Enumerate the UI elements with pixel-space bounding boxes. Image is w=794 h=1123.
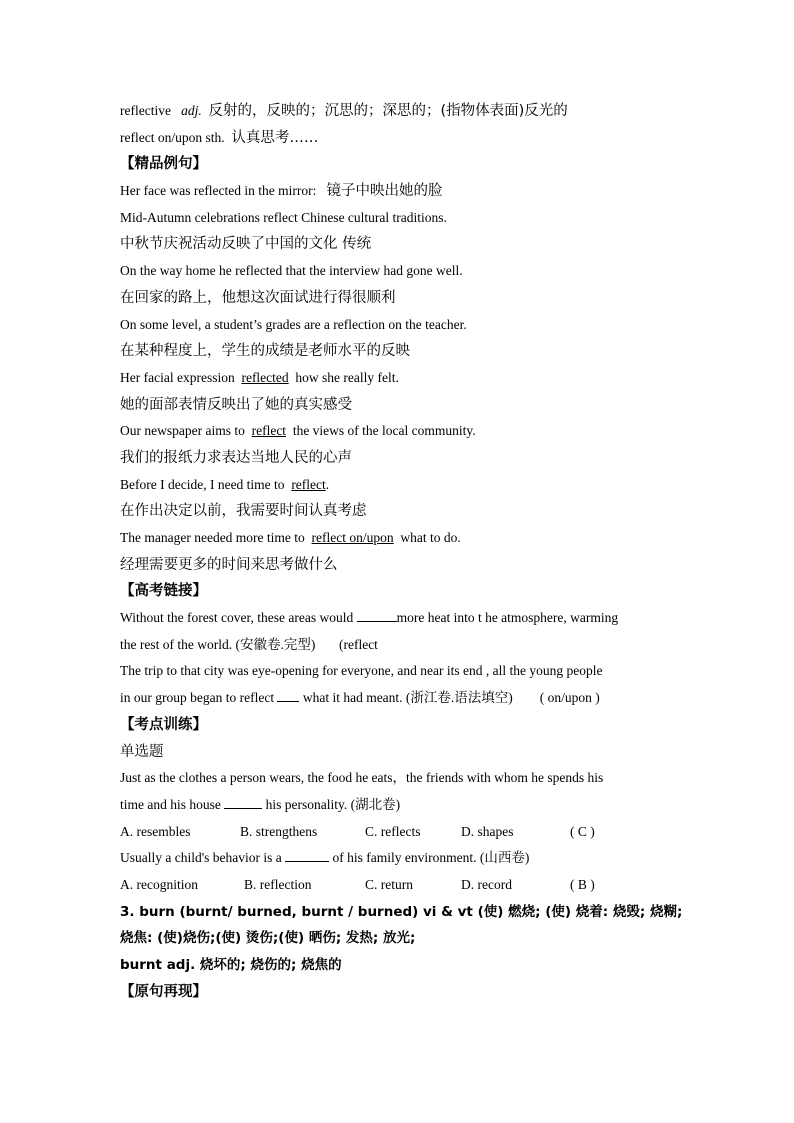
option-b[interactable]: B. reflection [244,876,312,892]
example-text: . [325,476,330,492]
example-7-en [120,472,710,499]
example-text: what to do. [400,530,461,545]
example-2-en: Mid-Autumn celebrations reflect Chinese cultural traditions. [120,209,447,225]
example-4-en: On some level, a student’s grades are a reflection on the teacher. [120,316,467,332]
gaokao-1-line-2 [120,632,710,659]
option-a[interactable]: A. recognition [120,876,198,892]
answer-key: ( B ) [570,876,595,892]
example-text: how she really felt. [295,369,399,385]
example-7-zh: 在作出决定以前，我需要时间认真考虑 [120,503,367,520]
phrase-en: reflect on/upon sth. [120,129,225,145]
answer-key: ( C ) [570,823,595,839]
answer-blank [357,607,397,622]
gaokao-1-line-1 [120,605,710,632]
question-source: the rest of the world. (安徽卷.完型) [120,636,316,652]
underlined-word: reflected [241,369,289,385]
option-c[interactable]: C. return [365,876,413,892]
example-text: the views of the local community. [292,423,476,439]
burn-entry-line-3: burnt adj. 烧坏的; 烧伤的; 烧焦的 [120,957,342,973]
question-2-line-1 [120,845,710,872]
question-text: in our group began to reflect [120,690,275,706]
underlined-word: reflect [251,423,287,439]
option-c[interactable]: C. reflects [365,823,421,839]
gaokao-2-line-1: The trip to that city was eye-opening for everyone, and near its end , all the young people [120,663,603,679]
vocab-line-reflect-on [120,125,710,152]
underlined-word: reflect on/upon [311,530,394,545]
question-text: Without the forest cover, these areas would [120,610,354,626]
question-source: his personality. (湖北卷) [265,796,401,812]
heading-training: 【考点训练】 [120,716,207,733]
question-text: more heat into t he atmosphere, warming [396,610,619,626]
question-1-line-2 [120,792,710,819]
document-page [120,98,710,1005]
example-text: Our newspaper aims to [120,423,245,439]
example-3-zh: 在回家的路上，他想这次面试进行得很顺利 [120,289,396,306]
example-5-en [120,365,710,392]
burn-entry-line-2: 烧焦: (使)烧伤;(使) 烫伤;(使) 晒伤; 发热; 放光; [120,930,416,947]
answer-hint: (reflect [338,636,378,652]
burn-entry-line-1: 3. burn (burnt/ burned, burnt / burned) vi & vt (使) 燃烧; (使) 烧着: 烧毁; 烧糊; [120,903,683,920]
answer-blank [277,687,299,702]
heading-gaokao: 【高考链接】 [120,583,207,600]
answer-blank [285,847,329,862]
question-2-options [120,872,710,899]
example-8-zh: 经理需要更多的时间来思考做什么 [120,556,338,573]
underlined-word: reflect [291,476,326,492]
vocab-pos: adj. [181,103,202,118]
option-b[interactable]: B. strengthens [240,823,318,839]
example-1-en [120,178,710,205]
example-text: Her face was reflected in the mirror: [120,183,317,199]
heading-examples: 【精品例句】 [120,156,207,173]
example-4-zh: 在某种程度上，学生的成绩是老师水平的反映 [120,343,410,360]
answer-hint: ( on/upon ) [539,690,600,706]
vocab-meaning: 反射的，反映的；沉思的；深思的；(指物体表面)反光的 [208,103,568,119]
gaokao-2-line-2 [120,685,710,712]
question-1-line-1: Just as the clothes a person wears, the food he eats，the friends with whom he spends his [120,770,604,786]
vocab-line-reflective [120,98,710,125]
question-1-options [120,819,710,846]
vocab-word: reflective [120,103,171,118]
heading-original: 【原句再现】 [120,983,207,1000]
example-8-en [120,525,710,552]
example-5-zh: 她的面部表情反映出了她的真实感受 [120,396,352,413]
question-type: 单选题 [120,743,164,760]
question-text: Usually a child's behavior is a [120,850,282,866]
option-a[interactable]: A. resembles [120,823,191,839]
phrase-zh: 认真思考…… [231,129,319,146]
option-d[interactable]: D. shapes [461,823,514,839]
example-2-zh: 中秋节庆祝活动反映了中国的文化 传统 [120,236,372,253]
example-6-en [120,418,710,445]
example-3-en: On the way home he reflected that the interview had gone well. [120,263,463,279]
example-translation: 镜子中映出她的脸 [326,183,443,200]
question-text: time and his house [120,796,221,812]
example-6-zh: 我们的报纸力求表达当地人民的心声 [120,449,352,466]
example-text: Before I decide, I need time to [120,476,285,492]
example-text: The manager needed more time to [120,530,305,545]
question-source: of his family environment. (山西卷) [332,850,530,866]
option-d[interactable]: D. record [461,876,512,892]
question-source: what it had meant. (浙江卷.语法填空) [302,690,513,706]
example-text: Her facial expression [120,369,235,385]
answer-blank [224,794,262,809]
